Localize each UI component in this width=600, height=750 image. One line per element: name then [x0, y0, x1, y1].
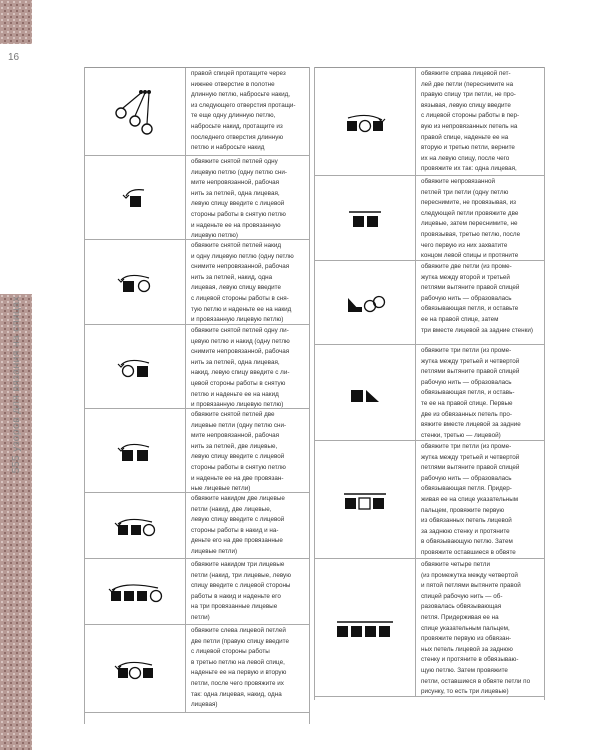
stitch-description: обвяжите снятой петлей одну лицевую петлю (одну петлю сни- мите непровязанной, рабочая нить за петлей, одна лицевая, левую спицу введите с лицевой стороны работы в снятую петлю и наденьте ее на провязанную лицевую петлю)	[191, 158, 287, 239]
table-row	[84, 156, 309, 240]
wrap-right-icon	[314, 68, 416, 175]
stitch-description: обвяжите снятой петлей одну ли- цевую петлю и накид (одну петлю снимите непровязанной, рабочая нить за петлей, одна лицевая, накид, левую спицу введите с ли- цевой стороны работы в снятую петлю и наденьте ее на накид и провязанную лицевую петлю)	[191, 327, 290, 408]
table-row	[84, 493, 309, 559]
pull-through-three-b-icon	[314, 441, 416, 558]
stitch-description: обвяжите справа лицевой пет- лей две петли (переснимите на правую спицу три петли, не про- вязывая, левую спицу введите с лицевой стороны работы в пер- вую из непровязанных петель на правой спице, наденьте ее на вторую и третью петли, верните их на левую спицу, после чего провяжите их так: одна лицевая,	[421, 70, 520, 173]
table-border	[544, 67, 545, 700]
strip-gap	[0, 44, 32, 294]
stitch-description: обвяжите снятой петлей две лицевые петли (одну петлю сни- мите непровязанной, рабочая нить за петлей, две лицевые, левую спицу введите с лицевой стороны работы в снятую петлю и наденьте ее на две провязан- ные лицевые петли)	[191, 411, 287, 492]
table-row	[84, 559, 309, 625]
yo-over-two-icon	[84, 493, 186, 558]
stitch-description: обвяжите снятой петлей накид и одну лицевую петлю (одну петлю снимите непровязанной, рабочая нить за петлей, накид, одна лицевая, левую спицу введите с лицевой стороны работы в сня- тую петлю и наденьте ее на накид и провязанную лицевую петлю)	[191, 242, 294, 324]
page-number: 16	[8, 52, 20, 63]
stitch-description: обвяжите две петли (из проме- жутка между второй и третьей петлями вытяните правой спицей рабочую нить — образовалась обвязывающая петля, и оставьте ее на правой спице, затем три вместе лицевой за задние стенки)	[421, 263, 534, 334]
table-border	[84, 67, 85, 724]
table-row	[84, 240, 309, 325]
table-row	[314, 345, 544, 441]
long-loop-icon	[84, 68, 186, 155]
table-row	[314, 441, 544, 559]
pull-through-two-icon	[314, 261, 416, 344]
table-row	[314, 176, 544, 261]
stitch-description: обвяжите три петли (из проме- жутка между третьей и четвертой петлями вытяните правой спицей рабочую нить — образовалась обвязывающая петля, и оставь- те ее на правой спице. Первые две из обвязанных петель про- вяжите вместе лицевой за задние стенки, третью — лицевой)	[421, 347, 521, 439]
table-row	[84, 409, 309, 493]
book-title-vertical: 555 узоров для вязания на спицах	[10, 296, 22, 474]
pull-through-three-icon	[314, 345, 416, 440]
yo-over-three-icon	[84, 559, 186, 624]
table-row	[314, 261, 544, 345]
stitch-description: обвяжите накидом две лицевые петли (накид, две лицевые, левую спицу введите с лицевой стороны работы в накид и на- деньте его на две провязанные лицевые петли)	[191, 495, 285, 555]
stitch-description: обвяжите накидом три лицевые петли (накид, три лицевые, левую спицу введите с лицевой стороны работы в накид и наденьте его на три провязанные лицевые петли)	[191, 561, 291, 621]
table-border	[309, 67, 310, 724]
stitch-description: обвяжите непровязанной петлей три петли (одну петлю переснимите, не провязывая, из следующей петли провяжите две лицевые, затем переснимите, не провязывая, третью петлю, после чего первую из них захватите концом левой спицы и протяните	[421, 178, 521, 260]
slip-knit-yo-icon	[84, 325, 186, 408]
table-row	[84, 625, 309, 713]
stitch-description: обвяжите четыре петли (из промежутка между четвертой и пятой петлями вытяните правой спицей рабочую нить — об- разовалась обвязывающая петля. Придерживая ее на спице указательным пальцем, провяжите первую из обвязан- ных петель лицевой за заднюю стенку и протяните в обвязываю- щую петлю. Затем провяжите петли, оставшиеся в обвяте петли по рисунку, то есть три лицевые)	[421, 561, 531, 696]
pull-through-four-icon	[314, 559, 416, 696]
stitch-description: обвяжите слева лицевой петлей две петли (правую спицу введите с лицевой стороны работы в третью петлю на левой спице, наденьте ее на первую и вторую петли, после чего провяжите их так: одна лицевая, накид, одна лицевая)	[191, 627, 289, 709]
table-row	[314, 68, 544, 176]
table-row	[314, 559, 544, 697]
slip-yo-knit-icon	[84, 240, 186, 324]
right-column-table	[314, 67, 544, 697]
table-row	[84, 68, 309, 156]
left-column-table	[84, 67, 309, 713]
stitch-description: обвяжите три петли (из проме- жутка между третьей и четвертой петлями вытяните правой спицей рабочую нить — образовалась обвязывающая петля. Придер- живая ее на спице указательным пальцем, провяжите первую из обвязанных петель лицевой за заднюю стенку и протяните в обвязывающую петлю. Затем провяжите оставшиеся в обвяте	[421, 443, 520, 556]
table-row	[84, 325, 309, 409]
three-over-three-icon	[314, 176, 416, 260]
stitch-description: правой спицей протащите через нижнее отверстие в полотне длинную петлю, набросьте накид, из следующего отверстия протащи- те еще одну длинную петлю, набросьте накид, протащите из последнего отверстия длинную петлю и набросьте накид	[191, 70, 296, 152]
slip-over-two-icon	[84, 409, 186, 492]
wrap-left-icon	[84, 625, 186, 712]
table-border	[314, 67, 315, 700]
slip-one-over-one-icon	[84, 156, 186, 239]
